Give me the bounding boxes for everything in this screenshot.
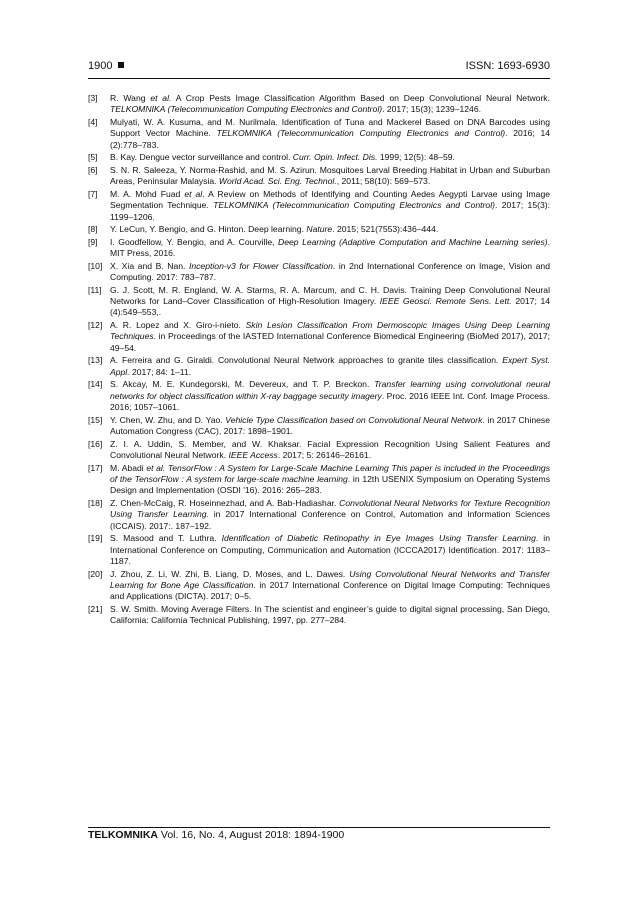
- reference-item: [88, 237, 550, 260]
- reference-number: [8]: [88, 224, 98, 235]
- footer-journal: TELKOMNIKA: [88, 829, 158, 841]
- reference-item: [88, 261, 550, 284]
- reference-number: [19]: [88, 533, 103, 544]
- reference-text: [110, 604, 550, 627]
- reference-segment: Y. LeCun, Y. Bengio, and G. Hinton. Deep learning.: [110, 224, 307, 235]
- reference-segment: X. Xia and B. Nan.: [110, 260, 189, 271]
- reference-number: [10]: [88, 260, 103, 271]
- reference-item: [88, 165, 550, 188]
- reference-text: [110, 261, 550, 284]
- reference-item: [88, 604, 550, 627]
- reference-segment: , 2011; 58(10): 569–573.: [336, 176, 431, 187]
- reference-italic-segment: Skin Lesion Classification From Dermoscopic Images Using Deep Learning Techniques: [110, 320, 551, 342]
- footer-rule: [88, 827, 550, 828]
- reference-italic-segment: Curr. Opin. Infect. Dis.: [292, 152, 378, 163]
- reference-segment: A. R. Lopez and X. Giro-i-nieto.: [110, 320, 246, 331]
- reference-segment: . MIT Press, 2016.: [110, 236, 551, 259]
- reference-segment: . in International Conference on Computing, Communication and Automation (ICCCA2017) Identification. 2017: 1183–1187.: [110, 533, 550, 566]
- reference-text: [110, 355, 550, 378]
- reference-segment: Y. Chen, W. Zhu, and D. Yao.: [110, 414, 226, 425]
- reference-text: [110, 224, 550, 235]
- reference-italic-segment: World Acad. Sci. Eng. Technol.: [218, 176, 337, 187]
- reference-item: [88, 439, 550, 462]
- reference-italic-segment: Inception-v3 for Flower Classification: [188, 260, 333, 271]
- reference-italic-segment: Using Convolutional Neural Networks and Transfer Learning for Bone Age Classification: [110, 568, 550, 590]
- reference-italic-segment: IEEE Access: [228, 449, 278, 460]
- reference-number: [6]: [88, 164, 98, 175]
- reference-segment: 1999; 12(5): 48–59.: [377, 152, 455, 163]
- reference-number: [14]: [88, 379, 103, 390]
- issn-label: ISSN: 1693-6930: [465, 60, 550, 72]
- reference-italic-segment: Nature: [306, 224, 333, 235]
- reference-segment: I. Goodfellow, Y. Bengio, and A. Courville,: [110, 236, 279, 247]
- reference-text: [110, 439, 550, 462]
- reference-item: [88, 117, 550, 151]
- reference-segment: . in 12th USENIX Symposium on Operating Systems Design and Implementation (OSDI '16). 2016: 265–283.: [110, 473, 550, 496]
- page-number-group: [88, 60, 124, 72]
- reference-item: [88, 224, 550, 235]
- reference-number: [20]: [88, 568, 103, 579]
- reference-number: [21]: [88, 603, 103, 614]
- reference-item: [88, 379, 550, 413]
- reference-item: [88, 93, 550, 116]
- reference-italic-segment: Vehicle Type Classification based on Convolutional Neural Network: [225, 414, 483, 425]
- reference-text: [110, 93, 550, 116]
- reference-item: [88, 285, 550, 319]
- page-number: 1900: [88, 60, 113, 72]
- reference-list: [88, 93, 550, 628]
- reference-segment: . in 2017 International Conference on Digital Image Computing: Techniques and Applications (DICTA). 2017; 0–5.: [110, 579, 550, 602]
- reference-segment: 2017; 84: 1–11.: [129, 366, 192, 377]
- reference-segment: . 2015; 521(7553):436–444.: [332, 224, 439, 235]
- reference-segment: S. W. Smith. Moving Average Filters. In The scientist and engineer’s guide to digital signal processing, San Diego, California: California Technical Publishing, 1997, pp. 277–284.: [110, 603, 550, 626]
- reference-text: [110, 498, 550, 532]
- reference-segment: Z. Chen-McCaig, R. Hoseinnezhad, and A. Bab-Hadiashar.: [110, 497, 340, 508]
- reference-segment: . 2016; 14 (2):778–783.: [110, 128, 551, 150]
- reference-item: [88, 463, 550, 497]
- reference-segment: Mulyati, W. A. Kusuma, and M. Nurilmala. Identification of Tuna and Mackerel Based on DNA Barcodes using Support Vector Machine.: [110, 116, 550, 139]
- reference-italic-segment: et al.: [150, 93, 172, 103]
- reference-item: [88, 533, 550, 567]
- reference-number: [7]: [88, 188, 98, 199]
- header-rule: [88, 78, 550, 79]
- reference-number: [15]: [88, 414, 103, 425]
- reference-italic-segment: Deep Learning (Adaptive Computation and Machine Learning series): [278, 236, 548, 247]
- reference-text: [110, 165, 550, 188]
- reference-item: [88, 569, 550, 603]
- reference-segment: . Proc. 2016 IEEE Int. Conf. Image Process. 2016; 1057–1061.: [110, 390, 550, 413]
- reference-segment: . in 2017 International Conference on Control, Automation and Information Sciences (ICCAIS). 2017:. 187–192.: [110, 509, 550, 531]
- reference-segment: . in Proceedings of the IASTED International Conference Biomedical Engineering (BioMed 2017), 2017; 49–54.: [110, 331, 550, 353]
- reference-segment: R. Wang: [110, 93, 151, 103]
- reference-text: [110, 569, 550, 603]
- reference-number: [9]: [88, 236, 98, 247]
- reference-item: [88, 189, 550, 223]
- reference-segment: S. Masood and T. Luthra.: [110, 533, 222, 544]
- reference-italic-segment: et al: [184, 188, 203, 199]
- reference-segment: G. J. Scott, M. R. England, W. A. Starms, R. A. Marcum, and C. H. Davis. Training Deep Convolutional Neural Networks for Land–Cover Classification of High-Resolution Imagery.: [110, 284, 550, 307]
- reference-segment: . in 2017 Chinese Automation Congress (CAC), 2017: 1898–1901.: [110, 414, 550, 436]
- reference-segment: J. Zhou, Z. Li, W. Zhi, B. Liang, D. Moses, and L. Dawes.: [110, 568, 350, 579]
- reference-italic-segment: TELKOMNIKA (Telecommunication Computing Electronics and Control): [110, 104, 383, 115]
- reference-number: [3]: [88, 93, 98, 103]
- reference-item: [88, 415, 550, 438]
- reference-item: [88, 498, 550, 532]
- reference-item: [88, 152, 550, 163]
- reference-text: [110, 415, 550, 438]
- reference-segment: A. Ferreira and G. Giraldi. Convolutional Neural Network approaches to granite tiles classification.: [110, 355, 503, 366]
- reference-segment: S. N. R. Saleeza, Y. Norma-Rashid, and M. S. Azirun. Mosquitoes Larval Breeding Habitat in Urban and Suburban Areas, Peninsular Malaysia.: [110, 164, 550, 187]
- reference-segment: . 2017; 15(3): 1199–1206.: [110, 200, 551, 222]
- reference-segment: Z. I. A. Uddin, S. Member, and W. Khaksar. Facial Expression Recognition Using Salient Features and Convolutional Neural Network.: [110, 438, 550, 460]
- reference-italic-segment: Convolutional Neural Networks for Texture Recognition Using Transfer Learning: [110, 497, 551, 520]
- reference-text: [110, 533, 550, 567]
- reference-number: [18]: [88, 497, 103, 508]
- reference-segment: . in 2nd International Conference on Image, Vision and Computing. 2017: 783–787.: [110, 260, 550, 283]
- reference-text: [110, 285, 550, 319]
- reference-italic-segment: Transfer learning using convolutional neural networks for object classification within X-ray baggage security imagery: [110, 379, 550, 401]
- reference-segment: . 2017; 15(3); 1239–1246.: [382, 104, 482, 115]
- reference-italic-segment: TELKOMNIKA (Telecommunication Computing Electronics and Control): [213, 200, 495, 211]
- reference-italic-segment: Expert Syst. Appl.: [110, 355, 550, 377]
- reference-number: [4]: [88, 116, 98, 127]
- reference-italic-segment: Identification of Diabetic Retinopathy in Eye Images Using Transfer Learning: [221, 533, 536, 544]
- reference-number: [16]: [88, 438, 103, 449]
- reference-italic-segment: et al. TensorFlow : A System for Large-Scale Machine Learning This paper is included in the Proceedings of the TensorFlow : A system for large-scale machine learning: [110, 462, 550, 484]
- reference-number: [12]: [88, 320, 103, 331]
- reference-italic-segment: IEEE Geosci. Remote Sens. Lett.: [379, 296, 512, 307]
- reference-number: [17]: [88, 462, 103, 473]
- reference-segment: A Crop Pests Image Classification Algorithm Based on Deep Convolutional Neural Network.: [171, 93, 550, 103]
- reference-text: [110, 189, 550, 223]
- reference-segment: M. Abadi: [110, 462, 147, 473]
- reference-number: [5]: [88, 152, 98, 163]
- reference-text: [110, 379, 550, 413]
- reference-number: [11]: [88, 284, 102, 295]
- footer-citation: Vol. 16, No. 4, August 2018: 1894-1900: [160, 829, 345, 841]
- square-bullet-icon: [118, 62, 124, 68]
- reference-segment: . 2017; 5: 26146–26161.: [277, 449, 372, 460]
- reference-segment: M. A. Mohd Fuad: [110, 188, 185, 199]
- reference-segment: 2017; 14 (4):549–553,.: [110, 296, 551, 318]
- reference-text: [110, 117, 550, 151]
- reference-item: [88, 355, 550, 378]
- reference-segment: . A Review on Methods of Identifying and Counting Aedes Aegypti Larvae using Image Segmentation Technique.: [110, 188, 551, 211]
- reference-text: [110, 320, 550, 354]
- reference-segment: B. Kay. Dengue vector surveillance and control.: [110, 152, 293, 163]
- page-footer: [88, 829, 344, 841]
- reference-text: [110, 463, 550, 497]
- reference-text: [110, 237, 550, 260]
- reference-number: [13]: [88, 355, 103, 366]
- reference-italic-segment: TELKOMNIKA (Telecommunication Computing Electronics and Control): [216, 128, 506, 139]
- page-header: [88, 60, 550, 78]
- reference-segment: S. Akcay, M. E. Kundegorski, M. Devereux, and T. P. Breckon.: [110, 379, 375, 390]
- reference-item: [88, 320, 550, 354]
- reference-text: [110, 152, 550, 163]
